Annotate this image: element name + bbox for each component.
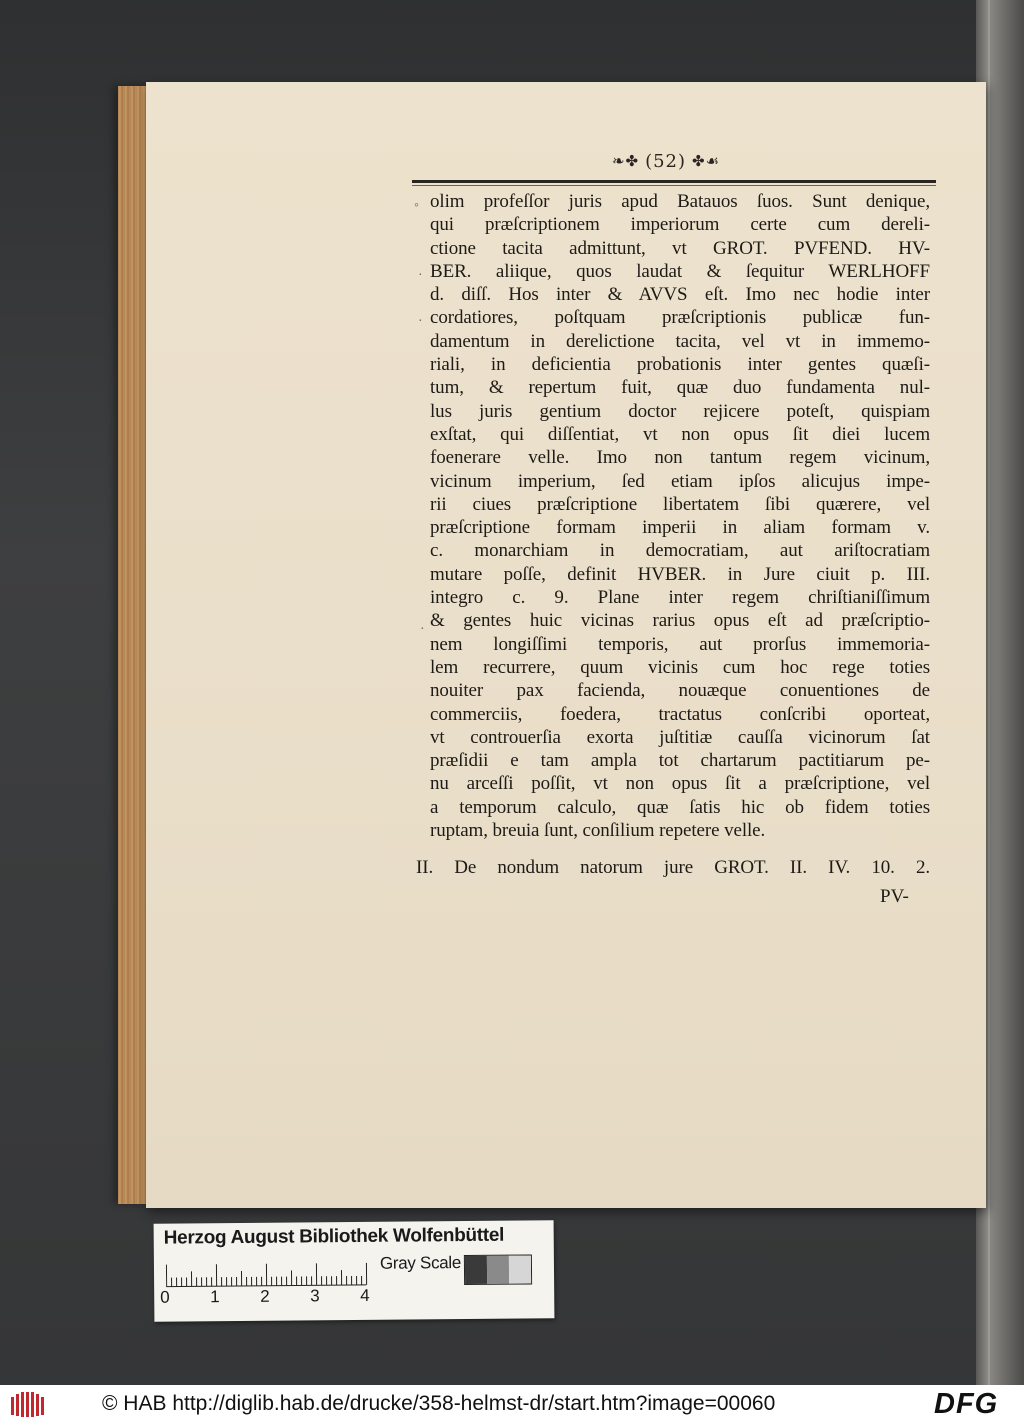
dfg-logo: DFG [934,1388,999,1420]
text-line: & gentes huic vicinas rarius opus eſt ad præſcriptio- [430,610,930,632]
text-line: præſidii e tam ampla tot chartarum pactitiarum pe- [430,750,930,772]
ornament-right-icon: ✤☙ [692,152,721,170]
text-line: vt controuerſia exorta juſtitiæ cauſſa vicinorum ſat [430,726,930,748]
library-label [154,1220,555,1321]
page-number: (52) [645,150,687,172]
text-line: vicinum imperium, ſed etiam ipſos alicujus impe- [430,470,930,492]
ornament-left-icon: ❧✤ [611,152,640,170]
text-line: nem longiſſimi temporis, aut prorſus immemoria- [430,633,930,655]
book-block-edge [118,86,148,1204]
text-line: cordatiores, poſtquam præſcriptionis publicæ fun- [430,307,930,329]
gray-swatch [487,1256,509,1284]
gray-swatch [465,1256,487,1284]
ruler-numbers [160,1286,380,1310]
text-line: exſtat, qui diſſentiat, vt non opus ſit diei lucem [430,423,930,445]
text-line: lus juris gentium doctor rejicere poteſt, quispiam [430,400,930,422]
gray-scale-swatches [464,1254,532,1285]
ruler-number: 0 [160,1287,170,1307]
facing-page-crease [988,0,990,1385]
text-line: c. monarchiam in democratiam, aut ariſtocratiam [430,540,930,562]
ruler-number: 2 [260,1286,270,1306]
text-line: olim profeſſor juris apud Batauos ſuos. Sunt denique, [430,191,930,212]
text-line: qui præſcriptionem imperiorum certe cum dereli- [430,214,930,236]
margin-mark-icon: · [418,314,423,329]
ruler-scale [166,1258,370,1288]
text-line: riali, in deficientia probationis inter gentes quæſi- [430,354,930,376]
ruler-number: 3 [310,1286,320,1306]
text-line: commerciis, foedera, tractatus conſcribi oporteat, [430,703,930,725]
text-line: d. diſſ. Hos inter & AVVS eſt. Imo nec hodie inter [430,284,930,306]
text-line: BER. aliique, quos laudat & ſequitur WERLHOFF [430,260,930,282]
footer-copyright: © HAB http://diglib.hab.de/drucke/358-helmst-dr/start.htm?image=00060 [102,1392,776,1415]
page-header [586,148,746,174]
text-line: ruptam, breuia ſunt, conſilium repetere velle. [430,820,766,842]
paragraph-heading: II. De nondum natorum jure GROT. II. IV. 10. 2. [416,857,930,879]
text-line: præſcriptione formam imperii in aliam formam v. [430,517,930,539]
gray-swatch [509,1255,531,1283]
library-name: Herzog August Bibliothek Wolfenbüttel [163,1224,505,1249]
text-line: ctione tacita admittunt, vt GROT. PVFEND. HV- [430,237,930,259]
margin-mark-icon: · [420,622,425,637]
ruler-number: 4 [360,1285,370,1305]
header-rule-thin [412,185,936,186]
text-line: nouiter pax facienda, nouæque conuentiones de [430,680,930,702]
ruler-number: 1 [210,1287,220,1307]
catchword: PV- [880,886,909,907]
header-rule [412,180,936,183]
text-line: lem recurrere, quum vicinis cum hoc rege toties [430,656,930,678]
footer-bar [0,1385,1024,1425]
text-line: rii ciues præſcriptione libertatem ſibi quærere, vel [430,493,930,515]
text-line: nu arceſſi poſſit, vt non opus ſit a præſcriptione, vel [430,773,930,795]
text-line: foenerare velle. Imo non tantum regem vicinum, [430,447,930,469]
margin-mark-icon: · [418,268,423,283]
margin-mark-icon: ◦ [414,198,419,213]
text-block [416,190,930,880]
text-line: integro c. 9. Plane inter regem chriſtianiſſimum [430,587,930,609]
hab-logo-icon [10,1391,48,1419]
gray-scale-label: Gray Scale [379,1253,462,1273]
paragraph-gap [430,842,930,856]
text-line: damentum in derelictione tacita, vel vt in immemo- [430,330,930,352]
text-line: tum, & repertum fuit, quæ duo fundamenta nul- [430,377,930,399]
text-line: a temporum calculo, quæ ſatis hic ob fidem toties [430,796,930,818]
text-line: mutare poſſe, definit HVBER. in Jure ciuit p. III. [430,563,930,585]
